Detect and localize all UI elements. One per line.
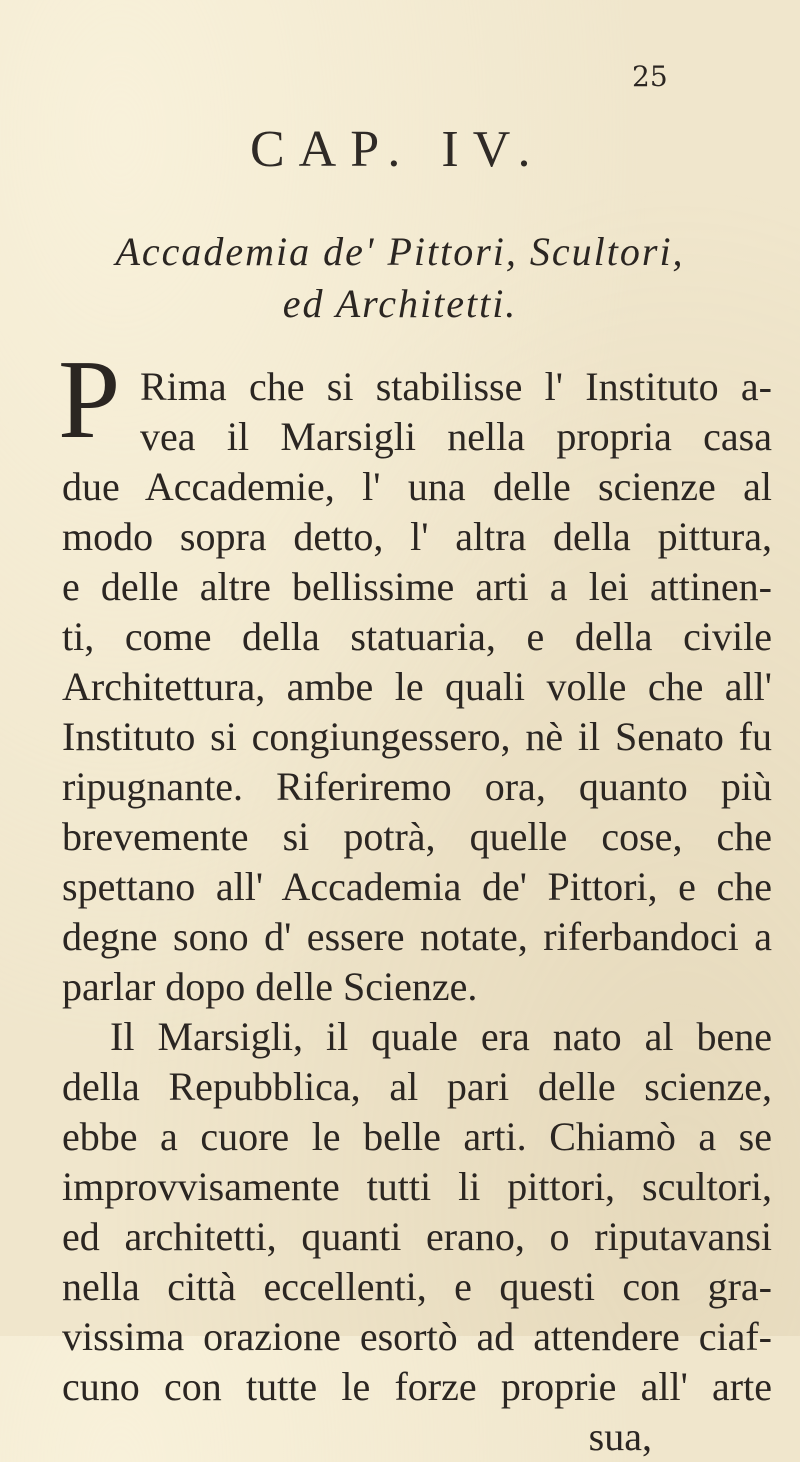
chapter-subtitle-line-1: Accademia de' Pittori, Scultori, <box>115 229 685 274</box>
text-line: Il Marsigli, il quale era nato al bene <box>110 1014 772 1059</box>
chapter-heading: CAP. IV. <box>250 121 545 178</box>
text-line: spettano all' Accademia de' Pittori, e che <box>62 864 772 909</box>
text-line: ripugnante. Riferiremo ora, quanto più <box>62 764 772 809</box>
text-line: due Accademie, l' una delle scienze al <box>62 464 772 509</box>
text-line: e delle altre bellissime arti a lei attinen- <box>62 564 772 609</box>
text-line: vea il Marsigli nella propria casa <box>140 414 772 459</box>
text-line: vissima orazione esortò ad attendere ciaf- <box>62 1314 772 1359</box>
text-line: ti, come della statuaria, e della civile <box>62 614 772 659</box>
chapter-subtitle-line-2: ed Architetti. <box>282 281 518 326</box>
text-line: brevemente si potrà, quelle cose, che <box>62 814 772 859</box>
text-line: ed architetti, quanti erano, o riputavansi <box>62 1214 772 1259</box>
body-text <box>62 362 772 1462</box>
text-line: degne sono d' essere notate, riferbandoci a <box>62 914 772 959</box>
text-line: della Repubblica, al pari delle scienze, <box>62 1064 772 1109</box>
text-line: cuno con tutte le forze proprie all' arte <box>62 1364 772 1409</box>
page-number: 25 <box>632 60 668 93</box>
text-line: ebbe a cuore le belle arti. Chiamò a se <box>62 1114 772 1159</box>
text-line: modo sopra detto, l' altra della pittura, <box>62 514 772 559</box>
drop-cap: P <box>58 338 121 462</box>
text-line: improvvisamente tutti li pittori, scultori, <box>62 1164 772 1209</box>
text-line: nella città eccellenti, e questi con gra- <box>62 1264 772 1309</box>
text-line: Instituto si congiungessero, nè il Senato fu <box>62 714 772 759</box>
closing-word: sua, <box>588 1414 652 1459</box>
text-line: Rima che si stabilisse l' Instituto a- <box>140 364 772 409</box>
text-line: parlar dopo delle Scienze. <box>62 964 478 1009</box>
text-line: Architettura, ambe le quali volle che all' <box>62 664 772 709</box>
